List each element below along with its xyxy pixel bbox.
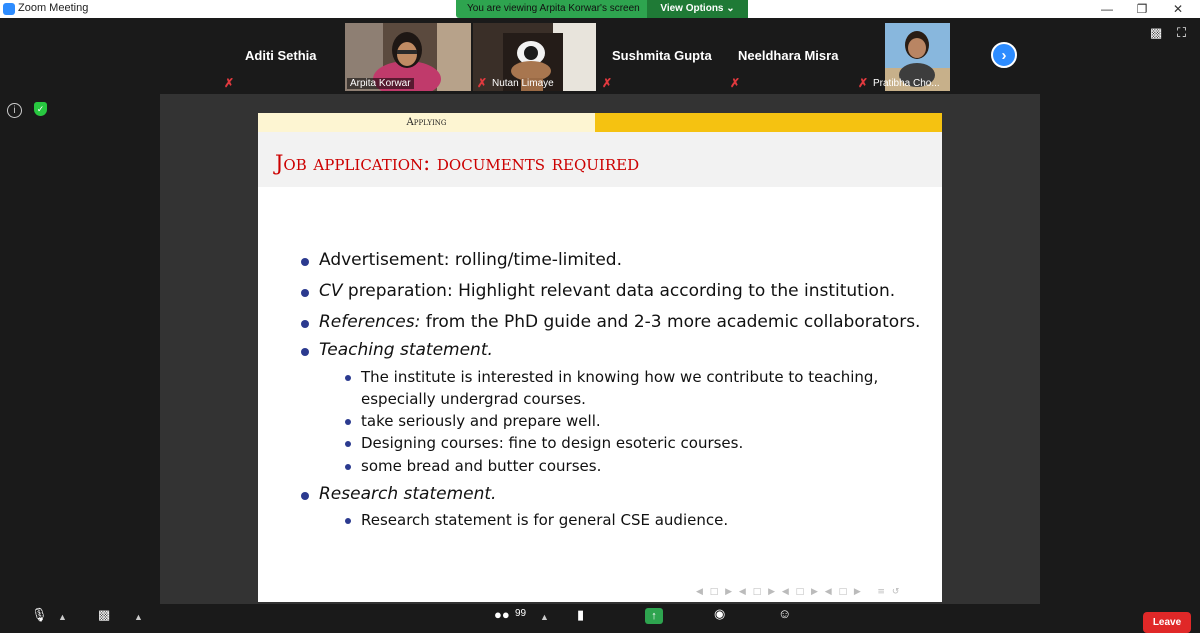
participant-name: Nutan Limaye bbox=[492, 78, 554, 89]
participant-tile[interactable] bbox=[220, 23, 343, 91]
info-icon[interactable]: i bbox=[7, 103, 22, 118]
muted-mic-icon: ✗ bbox=[224, 76, 235, 90]
encryption-shield-icon[interactable]: ✓ bbox=[34, 102, 47, 116]
slide-header-bar bbox=[258, 113, 942, 132]
zoom-logo-icon bbox=[3, 3, 15, 15]
participant-gallery bbox=[0, 18, 1200, 94]
minimize-icon[interactable]: — bbox=[1101, 2, 1113, 16]
sub-bullet-item: take seriously and prepare well. bbox=[361, 412, 601, 430]
sub-bullet-item: Designing courses: fine to design esoteric courses. bbox=[361, 434, 744, 452]
participant-tile[interactable] bbox=[726, 23, 850, 91]
presentation-slide bbox=[258, 113, 942, 602]
participant-name: Aditi Sethia bbox=[245, 48, 317, 63]
viewing-text: You are viewing Arpita Korwar's screen bbox=[467, 3, 640, 14]
section-name: Applying bbox=[406, 117, 447, 128]
view-options-button[interactable]: View Options ⌄ bbox=[647, 0, 748, 18]
meeting-toolbar bbox=[0, 604, 1200, 633]
chevron-up-icon[interactable]: ▲ bbox=[540, 612, 549, 622]
chat-icon[interactable]: ▮ bbox=[577, 607, 585, 622]
slide-title-bar bbox=[258, 132, 942, 187]
bullet-item: Teaching statement. bbox=[319, 340, 493, 360]
participant-name: Arpita Korwar bbox=[347, 78, 414, 89]
muted-mic-icon: ✗ bbox=[730, 76, 741, 90]
chevron-up-icon[interactable]: ▲ bbox=[134, 612, 143, 622]
muted-mic-icon: ✗ bbox=[477, 76, 488, 90]
bullet-item: CV preparation: Highlight relevant data according to the institution. bbox=[319, 281, 896, 301]
section-tab bbox=[258, 113, 595, 132]
participant-name: Pratibha Cho... bbox=[873, 78, 940, 89]
bullet-item: References: from the PhD guide and 2-3 more academic collaborators. bbox=[319, 312, 921, 332]
sub-bullet-item: some bread and butter courses. bbox=[361, 457, 602, 475]
chevron-up-icon[interactable]: ▲ bbox=[58, 612, 67, 622]
sub-bullet-item: The institute is interested in knowing how we contribute to teaching, bbox=[361, 368, 879, 386]
share-screen-icon[interactable]: ↑ bbox=[645, 608, 663, 624]
participants-icon[interactable]: ●● bbox=[494, 607, 510, 622]
beamer-navigation-icons[interactable]: ◀ □ ▶ ◀ □ ▶ ◀ □ ▶ ◀ □ ▶ ≡ ↺ bbox=[696, 587, 902, 597]
participant-name: Sushmita Gupta bbox=[612, 48, 712, 63]
record-icon[interactable]: ◉ bbox=[714, 606, 726, 621]
next-page-arrow-icon[interactable]: › bbox=[991, 42, 1017, 68]
window-title: Zoom Meeting bbox=[18, 2, 89, 14]
slide-title: Job application: documents required bbox=[275, 151, 640, 175]
participants-count: 99 bbox=[515, 608, 527, 619]
close-icon[interactable]: ✕ bbox=[1172, 2, 1184, 16]
sub-bullet-continuation: especially undergrad courses. bbox=[361, 390, 586, 408]
participant-tile[interactable] bbox=[345, 23, 471, 91]
sub-bullet-item: Research statement is for general CSE audience. bbox=[361, 511, 729, 529]
video-off-icon[interactable]: ▩ bbox=[98, 607, 111, 622]
fullscreen-icon[interactable]: ⛶ bbox=[1177, 25, 1187, 40]
restore-icon[interactable]: ❐ bbox=[1136, 2, 1148, 16]
muted-mic-icon: ✗ bbox=[602, 76, 613, 90]
leave-button[interactable]: Leave bbox=[1143, 612, 1191, 633]
participant-tile[interactable] bbox=[473, 23, 596, 91]
participant-tile[interactable] bbox=[598, 23, 722, 91]
viewing-banner bbox=[456, 0, 748, 18]
muted-mic-icon: ✗ bbox=[858, 76, 869, 90]
bullet-item: Research statement. bbox=[319, 484, 497, 504]
gallery-view-icon[interactable]: ▩ bbox=[1150, 25, 1163, 40]
mic-muted-icon[interactable]: 🎙 bbox=[31, 607, 48, 622]
reactions-icon[interactable]: ☺ bbox=[778, 606, 792, 621]
participant-name: Neeldhara Misra bbox=[738, 48, 839, 63]
bullet-item: Advertisement: rolling/time-limited. bbox=[319, 250, 622, 270]
title-bar bbox=[0, 0, 1200, 18]
participant-tile[interactable] bbox=[852, 23, 978, 91]
